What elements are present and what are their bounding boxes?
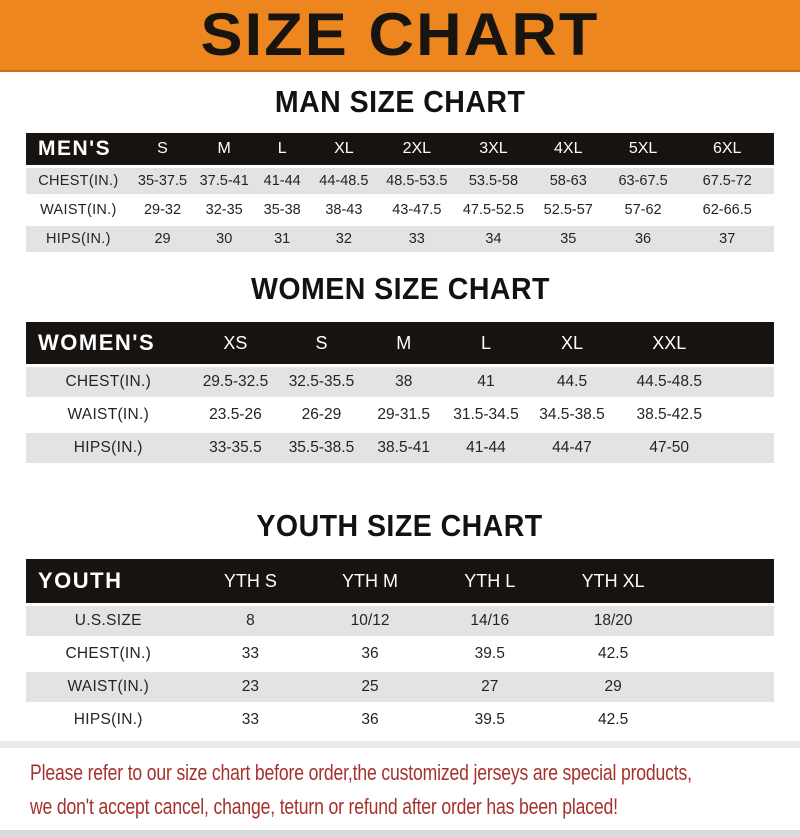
- size-column-header: M: [363, 322, 445, 364]
- size-cell: 44-47: [527, 433, 617, 463]
- cell-filler: [677, 672, 774, 702]
- cell-filler: [677, 639, 774, 669]
- table-header-row: [26, 559, 774, 603]
- size-column-header: XL: [310, 133, 377, 165]
- table-corner-label: WOMEN'S: [26, 322, 191, 364]
- size-column-header: YTH XL: [550, 559, 677, 603]
- size-cell: 32.5-35.5: [280, 367, 362, 397]
- cell-filler: [722, 400, 774, 430]
- size-cell: 27: [430, 672, 550, 702]
- men-size-table: [26, 130, 774, 255]
- cell-filler: [677, 705, 774, 735]
- size-cell: 33-35.5: [191, 433, 281, 463]
- size-column-header: XL: [527, 322, 617, 364]
- table-row: [26, 168, 774, 194]
- size-cell: 34: [456, 226, 531, 252]
- row-label: WAIST(IN.): [26, 197, 131, 223]
- size-cell: 39.5: [430, 705, 550, 735]
- size-cell: 39.5: [430, 639, 550, 669]
- size-cell: 35-38: [254, 197, 310, 223]
- size-cell: 63-67.5: [606, 168, 681, 194]
- size-column-header: M: [194, 133, 254, 165]
- size-cell: 18/20: [550, 606, 677, 636]
- table-row: [26, 672, 774, 702]
- size-cell: 26-29: [280, 400, 362, 430]
- size-cell: 23: [191, 672, 311, 702]
- size-cell: 41-44: [254, 168, 310, 194]
- bottom-strip: [0, 830, 800, 838]
- women-size-table: [26, 319, 774, 466]
- size-cell: 41: [445, 367, 527, 397]
- header-filler: [677, 559, 774, 603]
- women-section-heading: [0, 271, 800, 313]
- size-cell: 53.5-58: [456, 168, 531, 194]
- size-column-header: YTH L: [430, 559, 550, 603]
- row-label: HIPS(IN.): [26, 226, 131, 252]
- size-cell: 42.5: [550, 705, 677, 735]
- size-cell: 33: [378, 226, 457, 252]
- youth-section-title: YOUTH SIZE CHART: [256, 508, 544, 543]
- size-cell: 36: [606, 226, 681, 252]
- table-row: [26, 705, 774, 735]
- size-cell: 29: [550, 672, 677, 702]
- size-cell: 35-37.5: [131, 168, 195, 194]
- size-column-header: L: [254, 133, 310, 165]
- row-label: HIPS(IN.): [26, 705, 191, 735]
- size-column-header: 4XL: [531, 133, 606, 165]
- size-cell: 38.5-42.5: [617, 400, 722, 430]
- size-cell: 35: [531, 226, 606, 252]
- row-label: CHEST(IN.): [26, 639, 191, 669]
- size-cell: 33: [191, 705, 311, 735]
- size-cell: 52.5-57: [531, 197, 606, 223]
- table-row: [26, 197, 774, 223]
- size-cell: 25: [310, 672, 430, 702]
- size-cell: 67.5-72: [680, 168, 774, 194]
- table-row: [26, 226, 774, 252]
- table-header-row: [26, 322, 774, 364]
- footer-divider: [0, 741, 800, 748]
- size-cell: 29.5-32.5: [191, 367, 281, 397]
- row-label: U.S.SIZE: [26, 606, 191, 636]
- size-cell: 36: [310, 639, 430, 669]
- size-column-header: YTH S: [191, 559, 311, 603]
- table-row: [26, 433, 774, 463]
- youth-size-table: [26, 556, 774, 738]
- size-cell: 44.5: [527, 367, 617, 397]
- size-cell: 30: [194, 226, 254, 252]
- size-cell: 31.5-34.5: [445, 400, 527, 430]
- table-corner-label: MEN'S: [26, 133, 131, 165]
- size-column-header: 3XL: [456, 133, 531, 165]
- size-cell: 8: [191, 606, 311, 636]
- size-cell: 29: [131, 226, 195, 252]
- footer-notice: [0, 748, 800, 825]
- size-cell: 38-43: [310, 197, 377, 223]
- size-cell: 48.5-53.5: [378, 168, 457, 194]
- size-cell: 37: [680, 226, 774, 252]
- man-section-title: MAN SIZE CHART: [274, 84, 526, 119]
- size-cell: 47-50: [617, 433, 722, 463]
- size-cell: 34.5-38.5: [527, 400, 617, 430]
- footer-line-2: we don't accept cancel, change, teturn or refund after order has been placed!: [30, 794, 618, 819]
- size-chart-banner: [0, 0, 800, 72]
- size-cell: 41-44: [445, 433, 527, 463]
- size-cell: 44.5-48.5: [617, 367, 722, 397]
- row-label: CHEST(IN.): [26, 367, 191, 397]
- size-column-header: 2XL: [378, 133, 457, 165]
- size-cell: 38: [363, 367, 445, 397]
- size-cell: 14/16: [430, 606, 550, 636]
- row-label: WAIST(IN.): [26, 400, 191, 430]
- size-cell: 42.5: [550, 639, 677, 669]
- cell-filler: [722, 367, 774, 397]
- size-cell: 47.5-52.5: [456, 197, 531, 223]
- cell-filler: [722, 433, 774, 463]
- man-section-heading: [0, 84, 800, 126]
- size-cell: 37.5-41: [194, 168, 254, 194]
- size-cell: 33: [191, 639, 311, 669]
- header-filler: [722, 322, 774, 364]
- women-section-title: WOMEN SIZE CHART: [250, 271, 550, 306]
- row-label: HIPS(IN.): [26, 433, 191, 463]
- size-cell: 43-47.5: [378, 197, 457, 223]
- table-row: [26, 639, 774, 669]
- size-cell: 32-35: [194, 197, 254, 223]
- youth-section-heading: [0, 508, 800, 550]
- size-cell: 35.5-38.5: [280, 433, 362, 463]
- size-cell: 10/12: [310, 606, 430, 636]
- size-cell: 29-31.5: [363, 400, 445, 430]
- size-cell: 44-48.5: [310, 168, 377, 194]
- cell-filler: [677, 606, 774, 636]
- footer-line-1: Please refer to our size chart before order,the customized jerseys are special products,: [30, 760, 692, 785]
- size-cell: 31: [254, 226, 310, 252]
- size-cell: 23.5-26: [191, 400, 281, 430]
- row-label: WAIST(IN.): [26, 672, 191, 702]
- table-row: [26, 367, 774, 397]
- size-cell: 36: [310, 705, 430, 735]
- size-column-header: XXL: [617, 322, 722, 364]
- size-column-header: S: [131, 133, 195, 165]
- size-cell: 29-32: [131, 197, 195, 223]
- size-column-header: S: [280, 322, 362, 364]
- table-header-row: [26, 133, 774, 165]
- size-cell: 57-62: [606, 197, 681, 223]
- size-cell: 58-63: [531, 168, 606, 194]
- table-corner-label: YOUTH: [26, 559, 191, 603]
- size-column-header: 5XL: [606, 133, 681, 165]
- table-row: [26, 606, 774, 636]
- table-row: [26, 400, 774, 430]
- size-column-header: YTH M: [310, 559, 430, 603]
- size-cell: 32: [310, 226, 377, 252]
- banner-title: SIZE CHART: [200, 1, 600, 68]
- row-label: CHEST(IN.): [26, 168, 131, 194]
- size-column-header: L: [445, 322, 527, 364]
- size-cell: 62-66.5: [680, 197, 774, 223]
- size-column-header: XS: [191, 322, 281, 364]
- size-cell: 38.5-41: [363, 433, 445, 463]
- size-column-header: 6XL: [680, 133, 774, 165]
